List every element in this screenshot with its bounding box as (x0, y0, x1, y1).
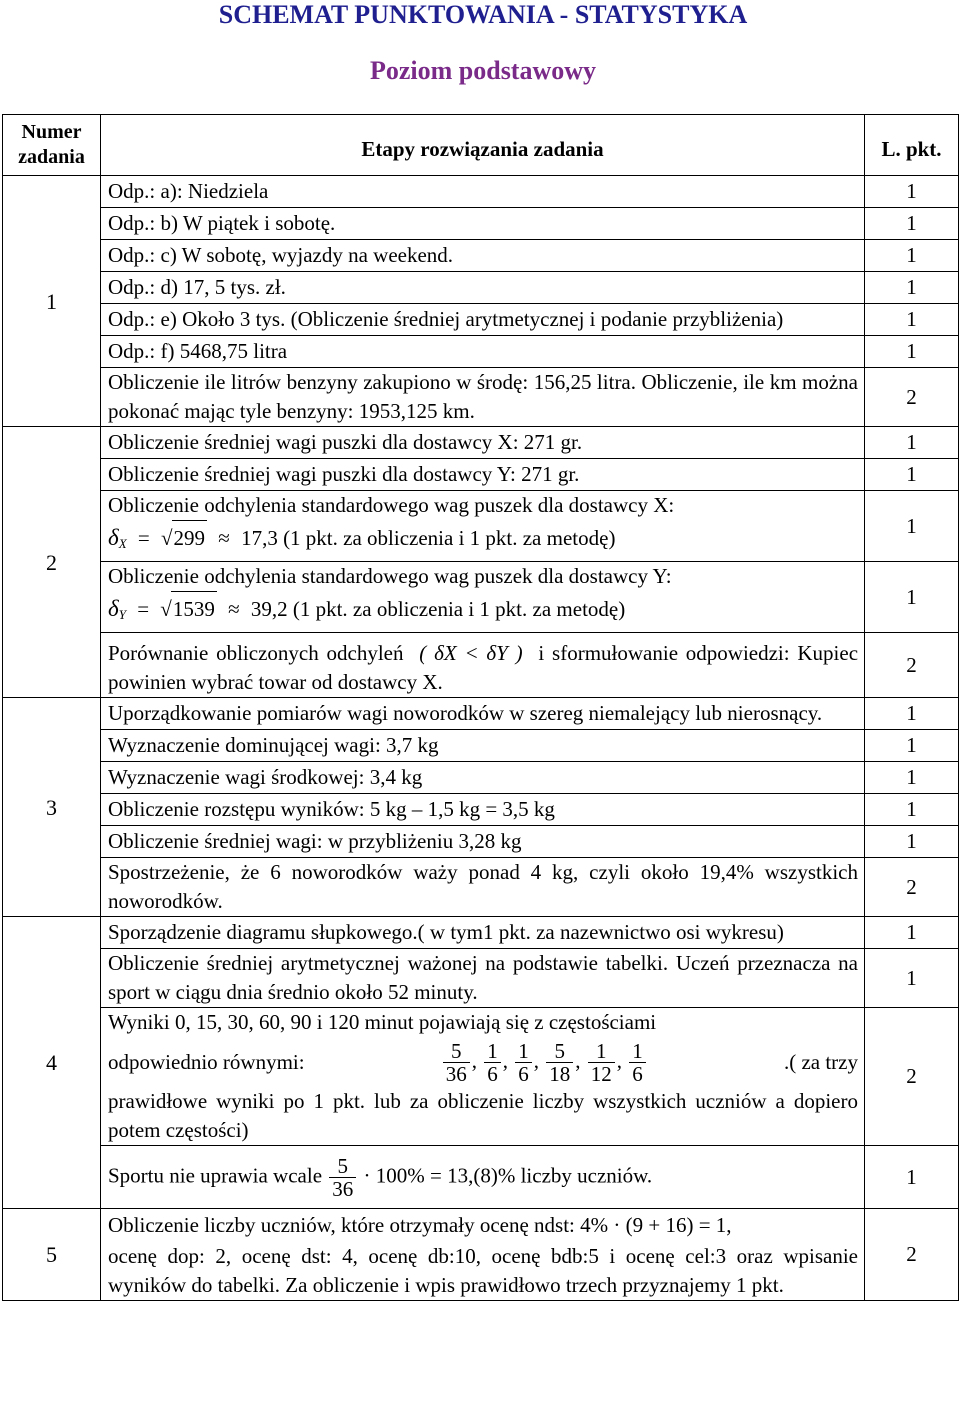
approx-sign: ≈ (228, 597, 240, 621)
table-row (3, 208, 959, 240)
step-text: Obliczenie średniej wagi: w przybliżeniu 3,28 kg (101, 826, 865, 858)
step-text: Obliczenie rozstępu wyników: 5 kg – 1,5 kg = 3,5 kg (101, 794, 865, 826)
fraction-list: $\frac{5}{36}$ , $\frac{1}{6}$ , $\frac{1}{6}$ , $\frac{5}{18}$ , $\frac{1}{12}$ , $\frac{1}{6}$ (441, 1040, 648, 1085)
step-text: Porównanie obliczonych odchyleń (108, 641, 404, 665)
table-row (3, 826, 959, 858)
sqrt-sign: √ (161, 526, 173, 550)
step-text: Sporządzenie diagramu słupkowego.( w tym1 pkt. za nazewnictwo osi wykresu) (101, 917, 865, 949)
table-row (3, 459, 959, 491)
step-points: 1 (865, 491, 959, 562)
task-number: 1 (3, 176, 101, 427)
table-row (3, 336, 959, 368)
ndst-formula: 4% · (9 + 16) = 1, (580, 1213, 732, 1237)
page-subtitle: Poziom podstawowy (369, 56, 597, 85)
step-text: Obliczenie odchylenia standardowego wag puszek dla dostawcy X: (108, 493, 675, 517)
step-text: Odp.: e) Około 3 tys. (Obliczenie średniej arytmetycznej i podanie przybliżenia) (101, 304, 865, 336)
step-points: 1 (865, 427, 959, 459)
step-text: Obliczenie ile litrów benzyny zakupiono w środę: 156,25 litra. Obliczenie, ile km można pokonać mając tyle benzyny: 1953,125 km. (101, 368, 865, 427)
table-row (3, 368, 959, 427)
sqrt-value: 1539 (171, 591, 217, 626)
task-number: 5 (3, 1209, 101, 1301)
step-points: 2 (865, 368, 959, 427)
step-text: Odp.: b) W piątek i sobotę. (101, 208, 865, 240)
step-points: 1 (865, 336, 959, 368)
equals-sign: = (137, 597, 150, 621)
table-row (3, 562, 959, 633)
step-points: 2 (865, 858, 959, 917)
delta-subscript: X (118, 536, 127, 551)
std-dev-formula (108, 520, 858, 561)
comparison-formula: ( δX < δY ) (419, 641, 523, 665)
percent-formula: · 100% = 13,(8)% (363, 1162, 516, 1187)
table-row (3, 491, 959, 562)
step-cell (101, 633, 865, 698)
step-cell (101, 1008, 865, 1146)
table-row (3, 1146, 959, 1209)
task-number: 3 (3, 698, 101, 917)
table-row (3, 794, 959, 826)
step-text: Odp.: d) 17, 5 tys. zł. (101, 272, 865, 304)
step-text: Wyznaczenie wagi środkowej: 3,4 kg (101, 762, 865, 794)
step-points: 1 (865, 304, 959, 336)
delta-symbol: δ (108, 525, 119, 550)
header-points: L. pkt. (865, 115, 959, 176)
table-row (3, 917, 959, 949)
result-value: 17,3 (241, 526, 278, 550)
table-row (3, 304, 959, 336)
step-text: odpowiednio równymi: (108, 1049, 305, 1074)
result-value: 39,2 (250, 597, 288, 621)
step-text: .( za trzy (783, 1049, 858, 1074)
denominator: 6 (632, 1061, 643, 1086)
std-dev-formula (108, 591, 858, 632)
step-text: Sportu nie uprawia wcale (108, 1162, 323, 1187)
step-points: 1 (865, 762, 959, 794)
task-number: 4 (3, 917, 101, 1209)
sqrt-sign: √ (160, 597, 172, 621)
table-row (3, 272, 959, 304)
step-cell (101, 491, 865, 562)
table-row (3, 762, 959, 794)
step-text-part: Obliczenie liczby uczniów, które otrzymały ocenę ndst: (108, 1213, 575, 1237)
fraction (484, 1040, 501, 1085)
numerator: 1 (629, 1040, 646, 1063)
fraction (515, 1040, 532, 1085)
step-points: 1 (865, 698, 959, 730)
step-points: 1 (865, 272, 959, 304)
numerator: 5 (329, 1155, 356, 1178)
fraction (588, 1040, 615, 1085)
step-points: 1 (865, 562, 959, 633)
scoring-note: (1 pkt. za obliczenia i 1 pkt. za metodę) (292, 597, 626, 621)
numerator: 1 (484, 1040, 501, 1063)
numerator: 5 (546, 1040, 573, 1063)
step-points: 1 (865, 459, 959, 491)
table-row (3, 730, 959, 762)
table-row (3, 176, 959, 208)
step-points: 2 (865, 1008, 959, 1146)
step-text: Wyznaczenie dominującej wagi: 3,7 kg (101, 730, 865, 762)
frequencies-line (108, 1037, 858, 1087)
equals-sign: = (137, 526, 150, 550)
sqrt-value: 299 (172, 520, 208, 555)
step-points: 1 (865, 917, 959, 949)
table-row (3, 698, 959, 730)
step-points: 1 (865, 949, 959, 1008)
numerator: 5 (443, 1040, 470, 1063)
denominator: 6 (487, 1061, 498, 1086)
table-row (3, 858, 959, 917)
numerator: 1 (515, 1040, 532, 1063)
step-points: 1 (865, 730, 959, 762)
step-cell (101, 562, 865, 633)
denominator: 6 (518, 1061, 529, 1086)
denominator: 18 (549, 1061, 571, 1086)
fraction (629, 1040, 646, 1085)
step-text (108, 1209, 858, 1242)
table-row (3, 427, 959, 459)
fraction (546, 1040, 573, 1085)
step-points: 2 (865, 1209, 959, 1301)
approx-sign: ≈ (218, 526, 230, 550)
task-number: 2 (3, 427, 101, 698)
step-points: 1 (865, 208, 959, 240)
step-text: Uporządkowanie pomiarów wagi noworodków w szereg niemalejący lub nierosnący. (101, 698, 865, 730)
delta-symbol: δ (108, 596, 119, 621)
page-title: SCHEMAT PUNKTOWANIA - STATYSTYKA (218, 0, 748, 29)
table-header-row (3, 115, 959, 176)
step-text: Wyniki 0, 15, 30, 60, 90 i 120 minut pojawiają się z częstościami (108, 1010, 657, 1034)
header-stages: Etapy rozwiązania zadania (101, 115, 865, 176)
delta-subscript: Y (118, 607, 126, 622)
denominator: 12 (590, 1061, 612, 1086)
step-text: Obliczenie odchylenia standardowego wag puszek dla dostawcy Y: (108, 564, 672, 588)
step-text: Obliczenie średniej arytmetycznej ważonej na podstawie tabelki. Uczeń przeznacza na sport w ciągu dnia średnio około 52 minuty. (101, 949, 865, 1008)
numerator: 1 (588, 1040, 615, 1063)
denominator: 36 (332, 1176, 354, 1201)
step-cell (101, 1146, 865, 1209)
table-row (3, 1209, 959, 1301)
step-text: Spostrzeżenie, że 6 noworodków waży ponad 4 kg, czyli około 19,4% wszystkich noworodków. (101, 858, 865, 917)
step-text: Odp.: f) 5468,75 litra (101, 336, 865, 368)
step-points: 1 (865, 826, 959, 858)
step-points: 1 (865, 1146, 959, 1209)
step-points: 2 (865, 633, 959, 698)
table-row (3, 240, 959, 272)
denominator: 36 (445, 1061, 467, 1086)
step-text: ocenę dop: 2, ocenę dst: 4, ocenę db:10, ocenę bdb:5 i ocenę cel:3 oraz wpisanie wyników do tabelki. Za obliczenie i wpis prawidłowo trzech przyznajemy 1 pkt. (108, 1244, 858, 1297)
step-points: 1 (865, 794, 959, 826)
table-row (3, 1008, 959, 1146)
table-row (3, 949, 959, 1008)
step-text: i sformułowanie odpowiedzi: Kupiec powinien wybrać towar od dostawcy X. (108, 641, 859, 694)
step-points: 1 (865, 240, 959, 272)
header-number: Numer zadania (3, 115, 101, 176)
step-text: Odp.: a): Niedziela (101, 176, 865, 208)
step-points: 1 (865, 176, 959, 208)
step-text: prawidłowe wyniki po 1 pkt. lub za obliczenie liczby wszystkich uczniów a dopiero potem częstości) (108, 1089, 858, 1142)
step-text: Obliczenie średniej wagi puszki dla dostawcy Y: 271 gr. (101, 459, 865, 491)
table-row (3, 633, 959, 698)
scoring-note: (1 pkt. za obliczenia i 1 pkt. za metodę) (283, 526, 616, 550)
scoring-table (2, 114, 959, 1301)
fraction (329, 1155, 356, 1200)
step-text: Odp.: c) W sobotę, wyjazdy na weekend. (101, 240, 865, 272)
step-text: liczby uczniów. (520, 1162, 653, 1187)
step-text: Obliczenie średniej wagi puszki dla dostawcy X: 271 gr. (101, 427, 865, 459)
step-cell (101, 1209, 865, 1301)
fraction (443, 1040, 470, 1085)
